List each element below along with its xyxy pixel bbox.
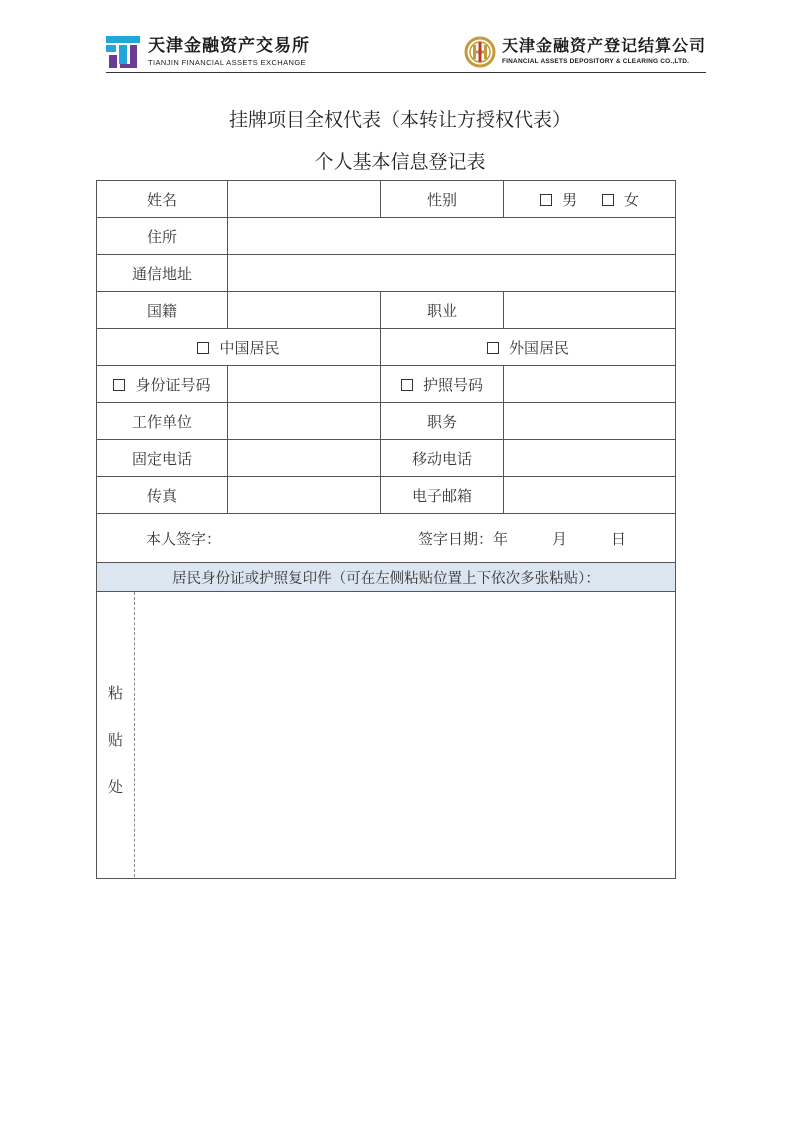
registration-form — [96, 180, 676, 879]
employer-label: 工作单位 — [97, 403, 228, 440]
fax-label: 传真 — [97, 477, 228, 514]
occupation-label: 职业 — [381, 292, 504, 329]
form-row-attachment-note — [97, 563, 676, 592]
tfae-logo — [106, 36, 310, 68]
employer-field[interactable] — [228, 403, 381, 440]
document-title: 挂牌项目全权代表（本转让方授权代表） — [228, 109, 571, 131]
occupation-field[interactable] — [504, 292, 676, 329]
paste-area-cell — [97, 592, 676, 879]
email-label: 电子邮箱 — [381, 477, 504, 514]
tfae-name-en: TIANJIN FINANCIAL ASSETS EXCHANGE — [148, 58, 306, 67]
id-number-label: 身份证号码 — [135, 375, 211, 394]
mobile-label: 移动电话 — [381, 440, 504, 477]
form-row-mailing-address — [97, 255, 676, 292]
id-number-option[interactable] — [97, 366, 228, 403]
gender-male-option[interactable] — [540, 189, 577, 210]
mailing-address-label: 通信地址 — [97, 255, 228, 292]
gender-label: 性别 — [381, 181, 504, 218]
id-number-checkbox[interactable] — [113, 379, 125, 391]
female-checkbox[interactable] — [602, 194, 614, 206]
chinese-resident-label: 中国居民 — [219, 338, 280, 357]
chinese-resident-checkbox[interactable] — [197, 342, 209, 354]
sign-date-day: 日 — [611, 529, 627, 548]
nationality-field[interactable] — [228, 292, 381, 329]
fadc-name-en: FINANCIAL ASSETS DEPOSITORY & CLEARING CO.,LTD. — [501, 58, 690, 65]
sign-date-year: 年 — [493, 529, 509, 548]
foreign-resident-label: 外国居民 — [508, 338, 569, 357]
form-row-signature — [97, 514, 676, 563]
attachment-note: 居民身份证或护照复印件（可在左侧粘贴位置上下依次多张粘贴）： — [97, 563, 676, 592]
nationality-label: 国籍 — [97, 292, 228, 329]
foreign-resident-option[interactable] — [381, 329, 676, 366]
paste-label-char-3: 处 — [107, 778, 123, 796]
passport-number-label: 护照号码 — [422, 375, 483, 394]
name-label: 姓名 — [97, 181, 228, 218]
position-label: 职务 — [381, 403, 504, 440]
tfae-name-cn: 天津金融资产交易所 — [148, 36, 310, 56]
address-label: 住所 — [97, 218, 228, 255]
landline-field[interactable] — [228, 440, 381, 477]
fadc-name-cn: 天津金融资产登记结算公司 — [501, 36, 706, 55]
gender-options — [504, 181, 676, 218]
tfae-emblem-icon — [106, 36, 140, 68]
form-row-id — [97, 366, 676, 403]
passport-number-checkbox[interactable] — [401, 379, 413, 391]
header-divider — [106, 72, 706, 73]
male-checkbox[interactable] — [540, 194, 552, 206]
form-row-residency — [97, 329, 676, 366]
document-subtitle: 个人基本信息登记表 — [314, 151, 486, 173]
female-label: 女 — [623, 190, 639, 209]
form-row-address — [97, 218, 676, 255]
passport-number-field[interactable] — [504, 366, 676, 403]
address-field[interactable] — [228, 218, 676, 255]
fadc-emblem-icon — [464, 36, 496, 68]
passport-number-option[interactable] — [381, 366, 504, 403]
form-row-name — [97, 181, 676, 218]
foreign-resident-checkbox[interactable] — [487, 342, 499, 354]
position-field[interactable] — [504, 403, 676, 440]
form-row-paste-area — [97, 592, 676, 879]
id-number-field[interactable] — [228, 366, 381, 403]
landline-label: 固定电话 — [97, 440, 228, 477]
email-field[interactable] — [504, 477, 676, 514]
form-row-nationality — [97, 292, 676, 329]
mobile-field[interactable] — [504, 440, 676, 477]
gender-female-option[interactable] — [602, 189, 639, 210]
fax-field[interactable] — [228, 477, 381, 514]
page-header — [106, 36, 706, 76]
form-row-fax — [97, 477, 676, 514]
sign-date-label: 签字日期： — [418, 529, 494, 548]
chinese-resident-option[interactable] — [97, 329, 381, 366]
paste-label-char-1: 粘 — [107, 684, 123, 702]
mailing-address-field[interactable] — [228, 255, 676, 292]
form-row-employer — [97, 403, 676, 440]
name-field[interactable] — [228, 181, 381, 218]
form-row-phone — [97, 440, 676, 477]
paste-divider — [134, 592, 135, 877]
male-label: 男 — [562, 190, 578, 209]
signature-label: 本人签字： — [146, 529, 222, 548]
fadc-logo — [464, 36, 706, 68]
sign-date-month: 月 — [552, 529, 568, 548]
signature-cell[interactable] — [97, 514, 676, 563]
paste-label-char-2: 贴 — [107, 731, 123, 749]
